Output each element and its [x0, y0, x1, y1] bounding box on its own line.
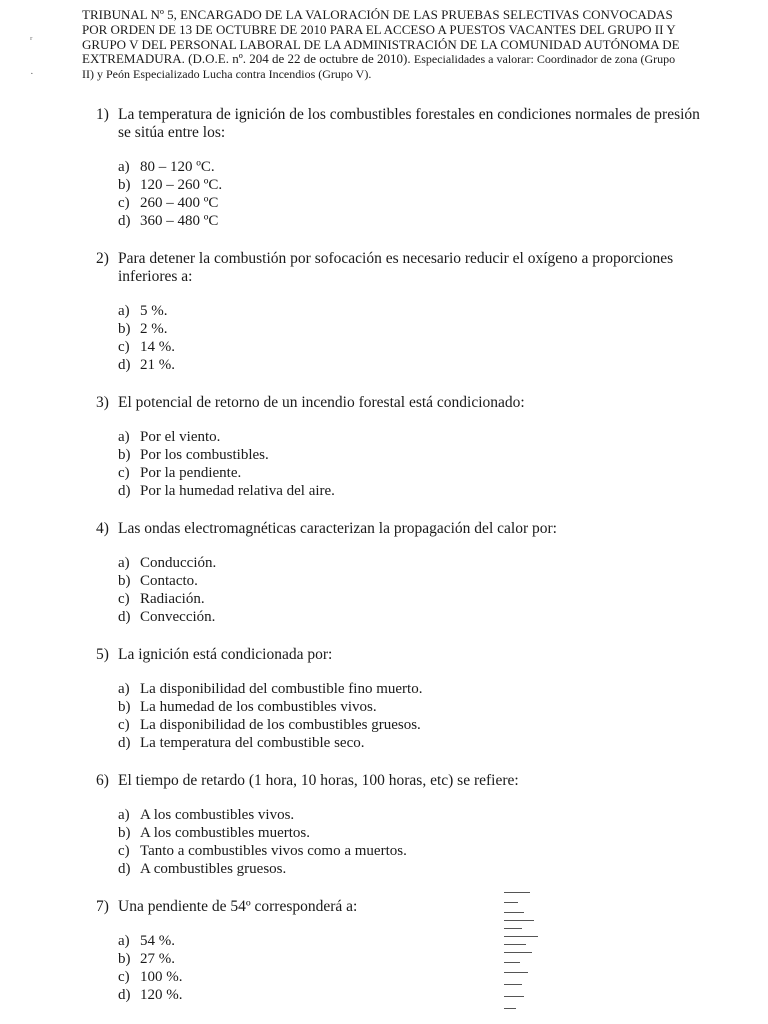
option-letter: c) — [118, 969, 130, 985]
option-letter: c) — [118, 339, 130, 355]
option-text: 2 %. — [140, 321, 168, 337]
option-text: Por la pendiente. — [140, 465, 242, 481]
option-letter: d) — [118, 483, 131, 499]
option — [118, 572, 716, 590]
option-list — [118, 680, 716, 752]
question-number: 5) — [96, 646, 109, 663]
question-stem — [96, 106, 716, 142]
option-letter: a) — [118, 555, 130, 571]
option-letter: d) — [118, 609, 131, 625]
option — [118, 212, 716, 230]
option — [118, 932, 716, 950]
option-letter: b) — [118, 447, 131, 463]
option — [118, 968, 716, 986]
option-letter: b) — [118, 951, 131, 967]
question — [96, 394, 716, 500]
header-specialties: Especialidades a valorar: Coordinador de zona (Grupo — [413, 52, 676, 67]
question-stem — [96, 646, 716, 664]
question-text: La temperatura de ignición de los combustibles forestales en condiciones normales de presión se sitúa entre los: — [118, 106, 700, 141]
option — [118, 176, 716, 194]
question-text: Las ondas electromagnéticas caracterizan la propagación del calor por: — [118, 520, 557, 537]
option-text: Tanto a combustibles vivos como a muertos. — [140, 843, 407, 859]
question-number: 2) — [96, 250, 109, 267]
option — [118, 428, 716, 446]
option-letter: c) — [118, 195, 130, 211]
option-letter: d) — [118, 987, 131, 1003]
option-text: 27 %. — [140, 951, 175, 967]
option — [118, 482, 716, 500]
option-letter: c) — [118, 465, 130, 481]
option-list — [118, 932, 716, 1004]
scan-artifact — [504, 890, 550, 1020]
option-letter: a) — [118, 681, 130, 697]
question — [96, 646, 716, 752]
margin-mark: ʳ — [30, 34, 33, 46]
option — [118, 554, 716, 572]
option-letter: a) — [118, 159, 130, 175]
option-text: 260 – 400 ºC — [140, 195, 219, 211]
option — [118, 320, 716, 338]
question-number: 4) — [96, 520, 109, 537]
question-stem — [96, 520, 716, 538]
header-line: GRUPO V DEL PERSONAL LABORAL DE LA ADMINISTRACIÓN DE LA COMUNIDAD AUTÓNOMA DE — [82, 36, 680, 52]
option-text: Convección. — [140, 609, 216, 625]
option-text: La disponibilidad de los combustibles gruesos. — [140, 717, 421, 733]
option — [118, 950, 716, 968]
option-text: 21 %. — [140, 357, 175, 373]
question-stem — [96, 394, 716, 412]
header-line — [82, 52, 742, 67]
option-text: La temperatura del combustible seco. — [140, 735, 365, 751]
option-list — [118, 806, 716, 878]
question-stem — [96, 772, 716, 790]
option-text: 80 – 120 ºC. — [140, 159, 215, 175]
option — [118, 698, 716, 716]
option-letter: b) — [118, 321, 131, 337]
option-letter: a) — [118, 807, 130, 823]
option-text: A los combustibles muertos. — [140, 825, 310, 841]
question — [96, 520, 716, 626]
option — [118, 608, 716, 626]
header-line: TRIBUNAL Nº 5, ENCARGADO DE LA VALORACIÓN DE LAS PRUEBAS SELECTIVAS CONVOCADAS — [82, 7, 673, 22]
option-letter: a) — [118, 933, 130, 949]
header-doe-reference: EXTREMADURA. (D.O.E. nº. 204 de 22 de octubre de 2010). — [82, 51, 411, 67]
option — [118, 716, 716, 734]
option-letter: b) — [118, 177, 131, 193]
option-letter: d) — [118, 861, 131, 877]
question — [96, 772, 716, 878]
option-text: 360 – 480 ºC — [140, 213, 219, 229]
option — [118, 806, 716, 824]
header-line: II) y Peón Especializado Lucha contra Incendios (Grupo V). — [82, 67, 372, 82]
option-letter: b) — [118, 825, 131, 841]
option-letter: a) — [118, 303, 130, 319]
option-letter: d) — [118, 357, 131, 373]
option-letter: b) — [118, 699, 131, 715]
question-text: La ignición está condicionada por: — [118, 646, 333, 663]
option-text: Por la humedad relativa del aire. — [140, 483, 335, 499]
option-text: 14 %. — [140, 339, 175, 355]
question-number: 6) — [96, 772, 109, 789]
question-text: El potencial de retorno de un incendio forestal está condicionado: — [118, 394, 525, 411]
margin-mark: · — [30, 68, 34, 80]
option-text: A los combustibles vivos. — [140, 807, 295, 823]
option-text: Contacto. — [140, 573, 198, 589]
question-number: 7) — [96, 898, 109, 915]
option-text: Radiación. — [140, 591, 205, 607]
option-text: 120 %. — [140, 987, 183, 1003]
question-text: Una pendiente de 54º corresponderá a: — [118, 898, 358, 915]
option — [118, 842, 716, 860]
option — [118, 302, 716, 320]
option-text: La disponibilidad del combustible fino muerto. — [140, 681, 423, 697]
option-text: Por los combustibles. — [140, 447, 269, 463]
option-text: 100 %. — [140, 969, 183, 985]
option-text: 5 %. — [140, 303, 168, 319]
question — [96, 898, 716, 1004]
header-line: POR ORDEN DE 13 DE OCTUBRE DE 2010 PARA EL ACCESO A PUESTOS VACANTES DEL GRUPO II Y — [82, 21, 676, 37]
option-text: 120 – 260 ºC. — [140, 177, 223, 193]
question — [96, 250, 716, 374]
option-list — [118, 158, 716, 230]
exam-header — [82, 8, 742, 82]
option — [118, 860, 716, 878]
question-stem — [96, 898, 716, 916]
option-letter: c) — [118, 591, 130, 607]
option-letter: b) — [118, 573, 131, 589]
option-list — [118, 302, 716, 374]
option — [118, 590, 716, 608]
option — [118, 338, 716, 356]
option-letter: d) — [118, 213, 131, 229]
option-text: 54 %. — [140, 933, 175, 949]
question-text: Para detener la combustión por sofocación es necesario reducir el oxígeno a proporciones inferiores a: — [118, 250, 674, 285]
option — [118, 446, 716, 464]
option — [118, 356, 716, 374]
option — [118, 734, 716, 752]
option-letter: c) — [118, 843, 130, 859]
option-letter: d) — [118, 735, 131, 751]
option-text: La humedad de los combustibles vivos. — [140, 699, 377, 715]
option-text: Por el viento. — [140, 429, 221, 445]
option-list — [118, 554, 716, 626]
option-text: A combustibles gruesos. — [140, 861, 287, 877]
option — [118, 824, 716, 842]
option-letter: a) — [118, 429, 130, 445]
option-text: Conducción. — [140, 555, 217, 571]
question-stem — [96, 250, 716, 286]
question-number: 3) — [96, 394, 109, 411]
option-list — [118, 428, 716, 500]
option — [118, 680, 716, 698]
question-text: El tiempo de retardo (1 hora, 10 horas, 100 horas, etc) se refiere: — [118, 772, 519, 789]
option — [118, 194, 716, 212]
question-number: 1) — [96, 106, 109, 123]
question — [96, 106, 716, 230]
option-letter: c) — [118, 717, 130, 733]
option — [118, 986, 716, 1004]
option — [118, 464, 716, 482]
option — [118, 158, 716, 176]
